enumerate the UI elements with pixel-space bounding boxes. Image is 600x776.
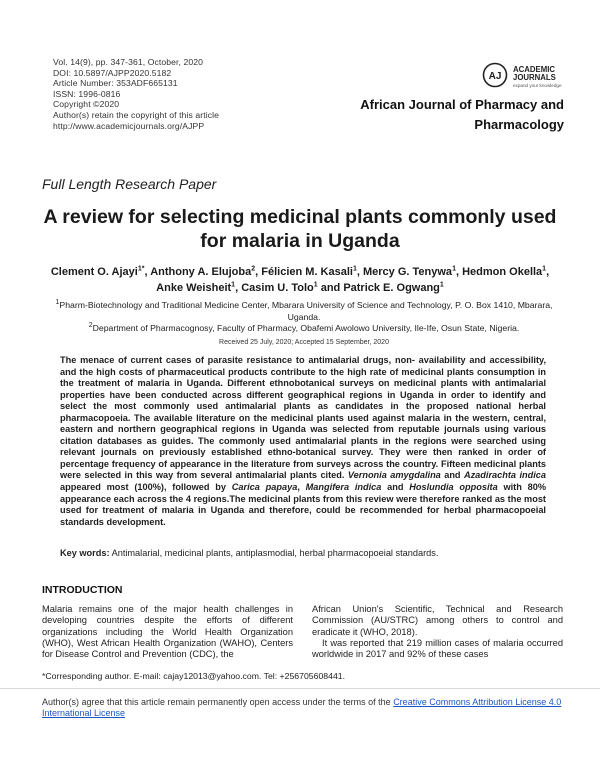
author: Casim U. Tolo [241, 282, 314, 294]
article-meta [53, 57, 219, 131]
intro-column-right [312, 604, 563, 660]
author: Hedmon Okella [462, 266, 543, 278]
author-sup: 1 [452, 265, 456, 273]
volume-info: Vol. 14(9), pp. 347-361, October, 2020 [53, 57, 203, 67]
copyright: Copyright ©2020 [53, 99, 120, 110]
affiliation-text: Pharm-Biotechnology and Traditional Medicine Center, Mbarara University of Science and Technology, P. O. Box 1410, Mbarara, Uganda. [59, 300, 553, 322]
author-sep: , [546, 266, 550, 278]
received-accepted-dates: Received 25 July, 2020; Accepted 15 September, 2020 [219, 339, 389, 346]
author-sup: 2 [251, 265, 256, 273]
intro-paragraph: African Union's Scientific, Technical and Research Commission (AU/STRC) among others to control and eradicate it (WHO, 2018). [312, 604, 563, 637]
author: Anke Weisheit [156, 282, 232, 294]
author: Mercy G. Tenywa [363, 266, 453, 278]
author: Patrick E. Ogwang [343, 282, 440, 294]
logo-icon [482, 62, 508, 88]
paper-title [30, 205, 570, 253]
author-sup: 1 [231, 281, 236, 289]
affiliation-text: Department of Pharmacognosy, Faculty of Pharmacy, Obafemi Awolowo University, Ile-Ife, Osun State, Nigeria. [92, 323, 520, 333]
abstract-text-2: appeared most (100%), followed by [60, 482, 232, 493]
article-number: Article Number: 353ADF665131 [53, 78, 178, 89]
affiliation-1 [40, 300, 568, 323]
affiliation-2 [40, 323, 568, 335]
species-name: Mangifera indica [305, 482, 382, 493]
author: Anthony A. Elujoba [150, 266, 252, 278]
author-sep: , [255, 266, 262, 278]
abstract-conj: and [381, 482, 410, 493]
logo-name-line1: ACADEMIC [513, 65, 556, 74]
author: Félicien M. Kasali [261, 266, 353, 278]
species-name: Hoslundia opposita [409, 482, 498, 493]
logo-initials: AJ [488, 71, 502, 82]
author-list [40, 264, 560, 296]
journal-url[interactable]: http://www.academicjournals.org/AJPP [53, 120, 205, 131]
affiliation-sup: 2 [88, 322, 93, 330]
rights-statement: Author(s) retain the copyright of this article [53, 109, 220, 120]
journal-name-line1: African Journal of Pharmacy and [360, 97, 564, 112]
journal-name [324, 95, 564, 135]
abstract-conj: and [440, 470, 464, 481]
affiliations [40, 300, 568, 335]
affiliation-sup: 1 [55, 299, 60, 307]
doi: DOI: 10.5897/AJPP2020.5182 [53, 67, 172, 78]
intro-paragraph: It was reported that 219 million cases of malaria occurred worldwide in 2017 and 92% of these cases [312, 637, 563, 660]
issn: ISSN: 1996-0816 [53, 88, 121, 99]
footer-divider [0, 688, 600, 689]
intro-column-left: Malaria remains one of the major health challenges in developing countries despite the efforts of different organizations including the World Health Organization (WHO), West African Health Organization (WAHO), Centers for Disease Control and Prevention (CDC), the [42, 604, 293, 660]
license-text: Author(s) agree that this article remain permanently open access under the terms of the [42, 697, 394, 707]
author-sup: 1* [137, 265, 145, 273]
keywords-label: Key words: [60, 548, 110, 558]
abstract [60, 355, 546, 528]
species-name: Vernonia amygdalina [347, 470, 441, 481]
species-name: Carica papaya [231, 482, 298, 493]
academic-journals-logo [482, 62, 592, 92]
author-sep: , [144, 266, 151, 278]
author-sep: , [356, 266, 363, 278]
paper-type: Full Length Research Paper [42, 176, 217, 192]
title-line2: for malaria in Uganda [200, 230, 400, 252]
license-statement [42, 697, 570, 719]
journal-name-line2: Pharmacology [474, 117, 564, 132]
logo-tagline: expand your knowledge [513, 83, 562, 88]
license-link[interactable]: Creative Commons Attribution License 4.0 International License [42, 697, 562, 718]
author-sup: 1 [352, 265, 357, 273]
author-sup: 1 [313, 281, 318, 289]
author: Clement O. Ajayi [50, 266, 138, 278]
section-heading-introduction: INTRODUCTION [42, 584, 123, 596]
author-sep: , [455, 266, 463, 278]
keywords [60, 548, 546, 558]
author-sup: 1 [542, 265, 547, 273]
abstract-text-1: The menace of current cases of parasite resistance to antimalarial drugs, non- availability and accessibility, and the high costs of pharmaceutical products contribute to the high rate of medicinal plants consumption in the treatment of malaria in Uganda. Different ethnobotanical surveys on medicinal plants with antimalarial properties have been conducted across different geographical regions in Uganda in order to identify and select the most commonly used antimalarial plants as candidates in the proposed national herbal pharmacopoeia. The available literature on the medicinal plants used against malaria in the western, central, eastern and northern geographical regions in Uganda was selected from reputable journals using various citation databases as guides. The commonly used antimalarial plants in the regions were searched using relevant journals on previously established ethno-botanical survey. They were then ranked in order of percentage frequency of appearance in the literature from surveys across the country. Fifteen medicinal plants were selected in this way from several antimalarial plants cited. [60, 355, 546, 481]
species-name: Azadirachta indica [463, 470, 546, 481]
author-sep: , [235, 282, 242, 294]
corresponding-author-note: *Corresponding author. E-mail: cajay12013@yahoo.com. Tel: +256705608441. [42, 671, 346, 681]
logo-wordmark [513, 66, 556, 82]
abstract-comma: , [297, 482, 306, 493]
keywords-text: Antimalarial, medicinal plants, antiplasmodial, herbal pharmacopoeial standards. [109, 548, 439, 558]
author-sup: 1 [439, 281, 444, 289]
abstract-text-3: with 80% appearance each across the 4 regions.The medicinal plants from this review were therefore ranked as the most used for treatment of malaria in Uganda and therefore, could be recommended for herbal pharmacopoeial standards development. [60, 482, 547, 527]
title-line1: A review for selecting medicinal plants commonly used [43, 206, 557, 228]
author-sep: and [317, 282, 344, 294]
logo-name-line2: JOURNALS [513, 73, 556, 82]
